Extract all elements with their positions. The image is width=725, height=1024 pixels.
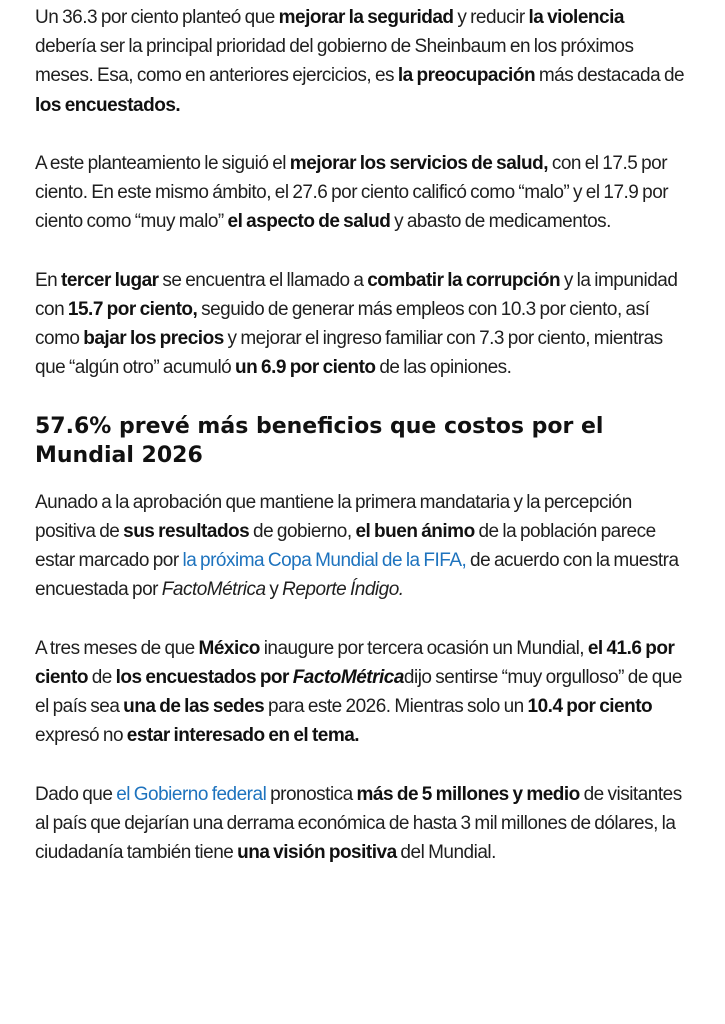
bold-text: el buen ánimo: [355, 521, 475, 542]
text: En: [35, 269, 62, 291]
text: inaugure por tercera ocasión un Mundial,: [259, 637, 588, 659]
bold-text: la violencia: [528, 7, 624, 28]
text: de la población parece estar marcado por: [35, 521, 656, 572]
text: expresó no: [35, 725, 127, 747]
text: y: [265, 579, 283, 601]
paragraph-visitors: [35, 780, 685, 868]
paragraph-health: [35, 149, 685, 237]
bold-text: sus resultados: [123, 521, 250, 542]
paragraph-world-cup: [35, 488, 685, 605]
text: Aunado a la aprobación que mantiene la primera mandataria y la percepción positiva de: [35, 491, 632, 542]
text: Un 36.3 por ciento planteó que: [35, 7, 279, 28]
text: del Mundial.: [396, 842, 496, 864]
text: se encuentra el llamado a: [158, 269, 368, 291]
bold-text: México: [198, 637, 260, 659]
bold-italic-text: FactoMétrica: [292, 667, 404, 688]
text: seguido de generar más empleos con 10.3 por ciento, así como: [35, 299, 650, 350]
bold-text: la preocupación: [397, 65, 536, 87]
text: y mejorar el ingreso familiar con 7.3 por ciento, mientras que “algún otro” acumuló: [35, 328, 663, 379]
link-gobierno-federal[interactable]: el Gobierno federal: [116, 783, 267, 805]
bold-text: más de 5 millones y medio: [356, 783, 580, 805]
text: de las opiniones.: [375, 357, 512, 379]
text: de gobierno,: [249, 521, 356, 542]
bold-text: tercer lugar: [61, 269, 159, 291]
paragraph-corruption: [35, 266, 685, 383]
paragraph-pride: [35, 634, 685, 751]
bold-text: estar interesado en el tema.: [126, 725, 360, 747]
text: de acuerdo con la muestra encuestada por: [35, 550, 679, 601]
text: debería ser la principal prioridad del gobierno de Sheinbaum en los próximos meses. Esa, como en anteriores ejercicios, es: [35, 36, 634, 87]
bold-text: un 6.9 por ciento: [235, 357, 376, 379]
paragraph-security: [35, 3, 685, 120]
link-copa-mundial-fifa[interactable]: la próxima Copa Mundial de la FIFA,: [182, 550, 467, 572]
text: pronostica: [266, 783, 357, 805]
bold-text: el aspecto de salud: [227, 211, 391, 233]
bold-text: bajar los precios: [83, 328, 224, 350]
bold-text: 10.4 por ciento: [527, 696, 653, 718]
bold-text: una de las sedes: [123, 696, 265, 718]
text: de visitantes al país que dejarían una derrama económica de hasta 3 mil millones de dólares, la ciudadanía también tiene: [35, 783, 682, 864]
bold-text: combatir la corrupción: [367, 269, 561, 291]
text: dijo sentirse “muy orgulloso” de que el país sea: [35, 667, 682, 718]
bold-text: los encuestados por: [115, 667, 293, 688]
text: más destacada de: [535, 65, 685, 87]
text: para este 2026. Mientras solo un: [264, 696, 528, 718]
text: y abasto de medicamentos.: [390, 211, 611, 233]
text: A tres meses de que: [35, 637, 199, 659]
bold-text: el 41.6 por ciento: [35, 637, 675, 688]
bold-text: 15.7 por ciento,: [67, 299, 198, 320]
section-heading: 57.6% prevé más beneficios que costos por el Mundial 2026: [35, 413, 604, 468]
bold-text: una visión positiva: [237, 842, 397, 864]
text: y reducir: [453, 7, 529, 28]
bold-text: mejorar los servicios de salud,: [289, 153, 549, 174]
text: A este planteamiento le siguió el: [35, 153, 290, 174]
text: con el 17.5 por ciento. En este mismo ámbito, el 27.6 por ciento calificó como “malo” y el 17.9 por ciento como “muy malo”: [35, 153, 669, 233]
bold-text: mejorar la seguridad: [278, 7, 454, 28]
text: y la impunidad con: [35, 269, 678, 320]
text: de: [87, 667, 116, 688]
italic-text: Reporte Índigo.: [282, 579, 404, 601]
text: Dado que: [35, 783, 117, 805]
italic-text: FactoMétrica: [161, 579, 266, 601]
article-body: [35, 3, 685, 867]
bold-text: los encuestados.: [35, 94, 181, 116]
